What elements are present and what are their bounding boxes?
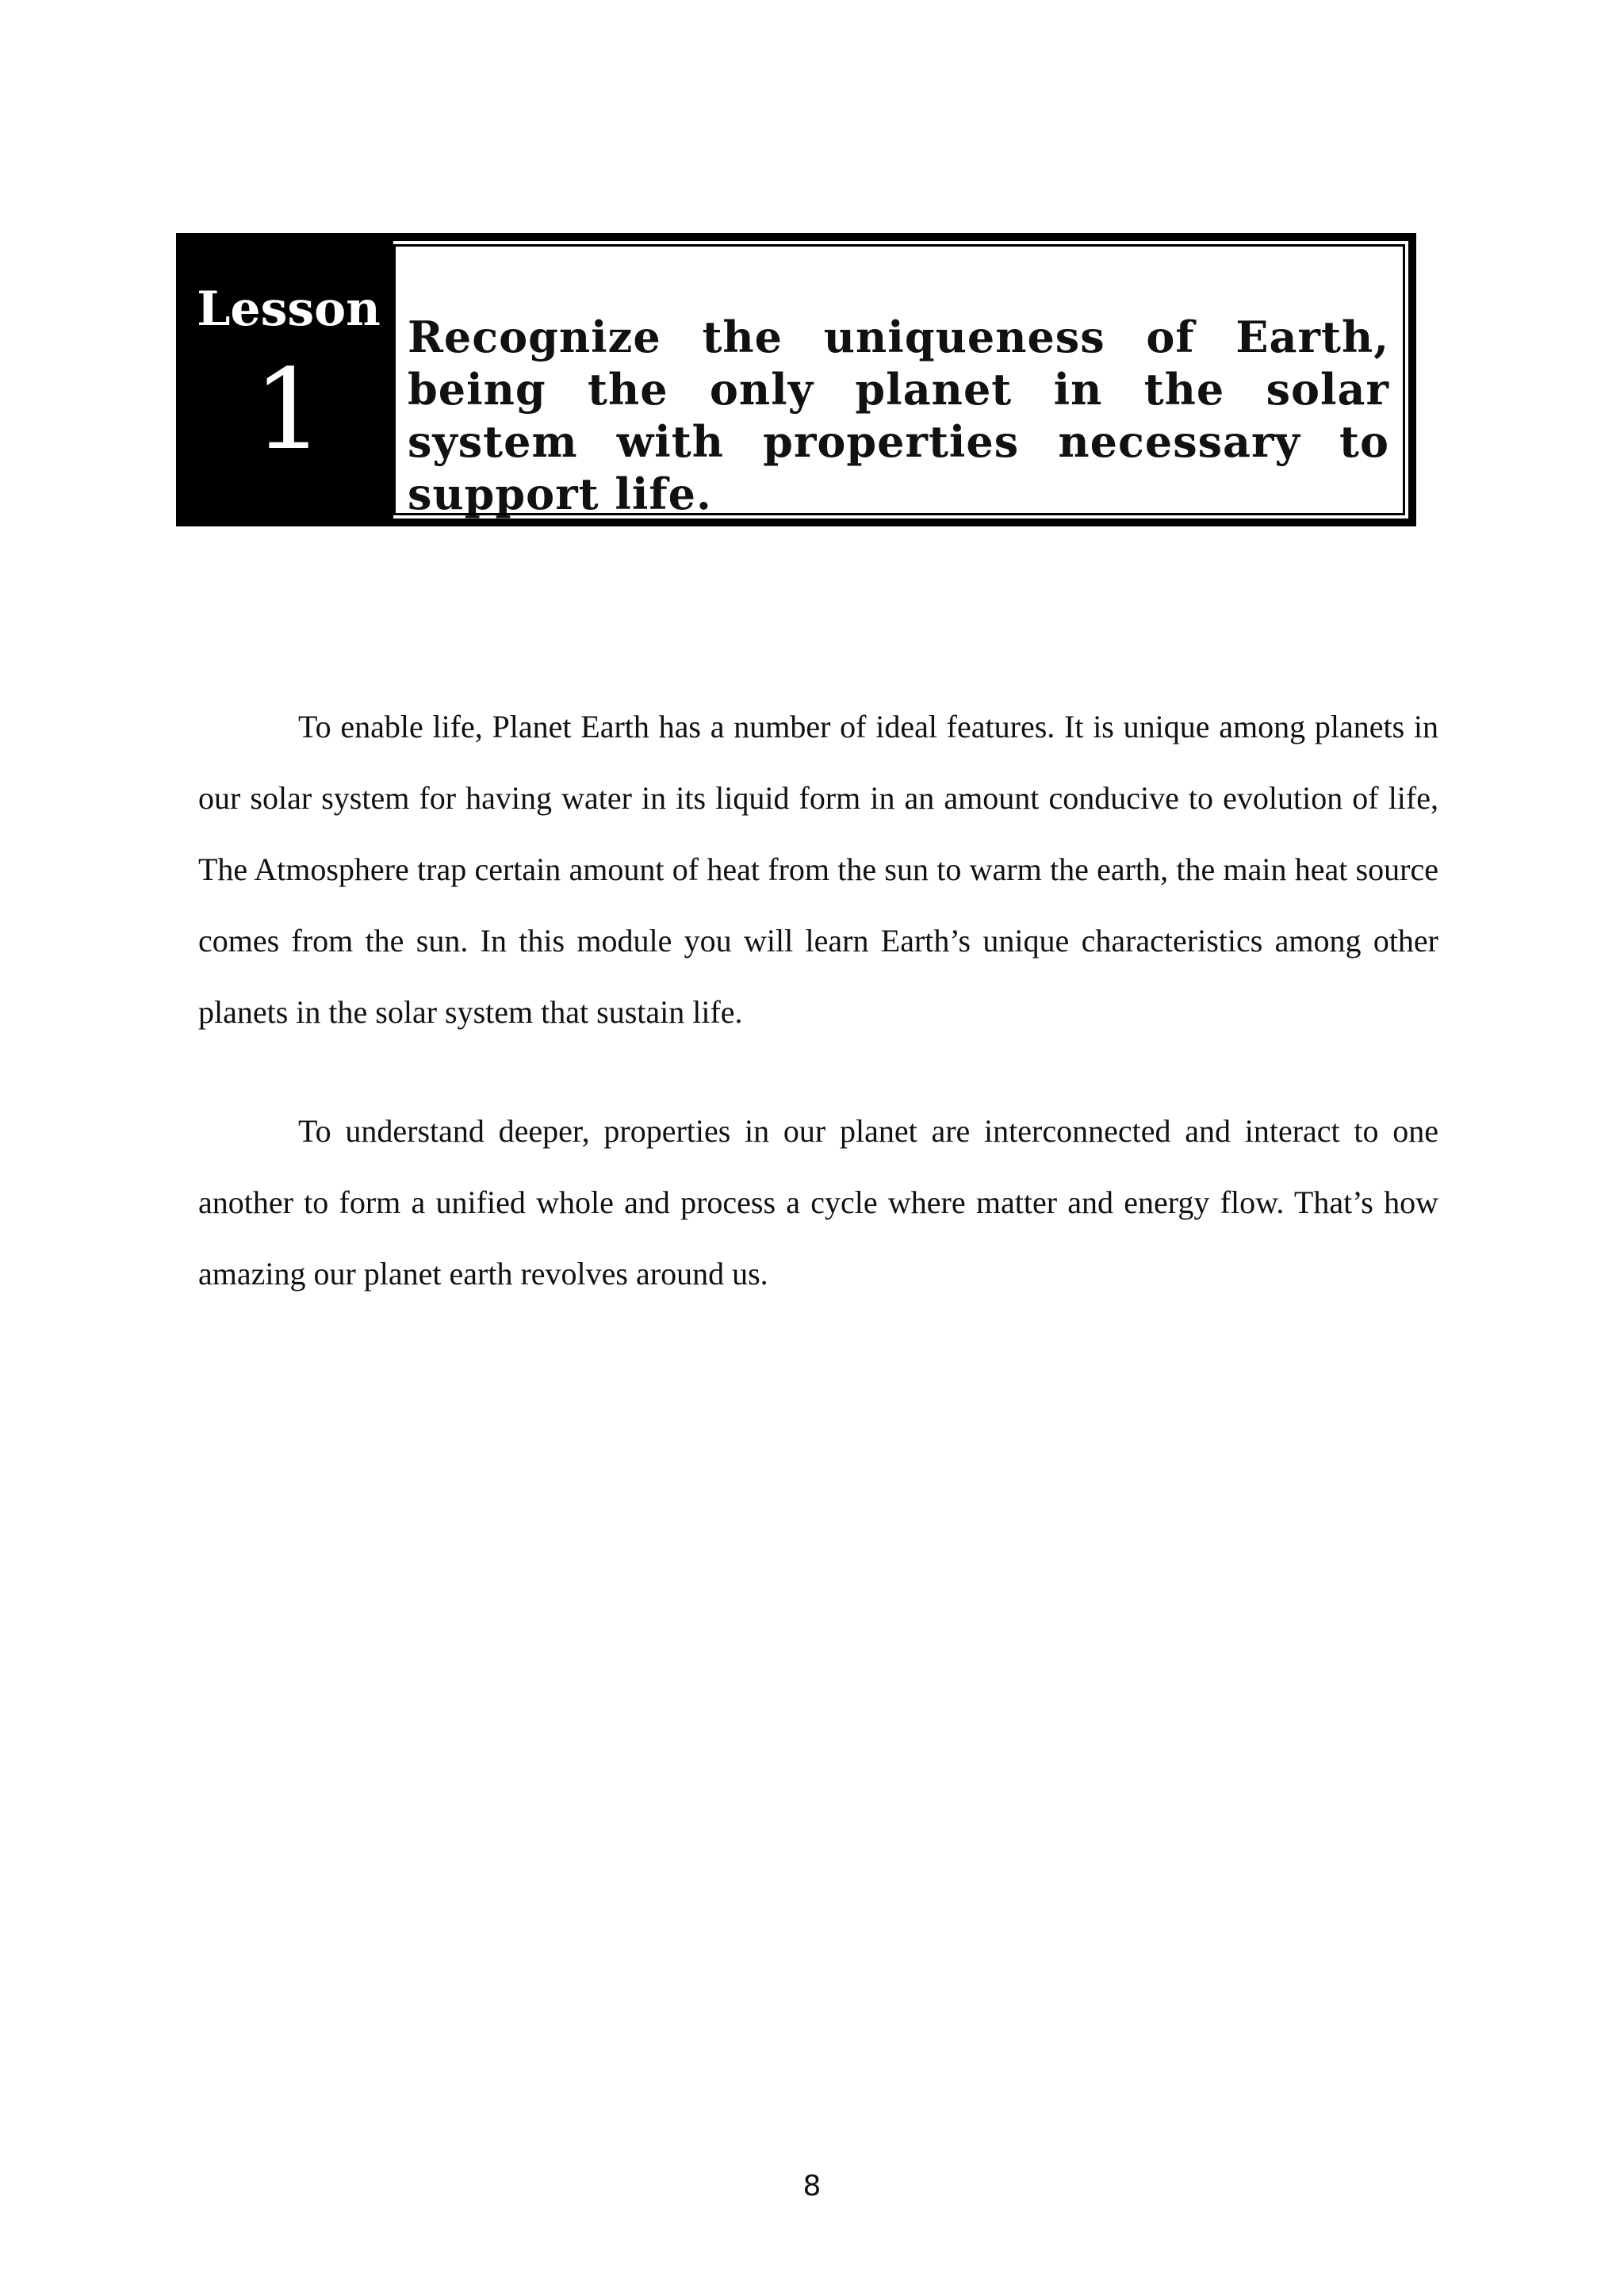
lesson-title: Recognize the uniqueness of Earth, being the only planet in the solar system with properties necessary to support life. [408,312,1389,519]
lesson-number: 1 [253,346,324,475]
lesson-content [198,691,1438,1310]
page-number: 8 [802,2170,822,2202]
lesson-header [176,233,1416,526]
lesson-badge [184,241,393,519]
paragraph-intro: To enable life, Planet Earth has a number of ideal features. It is unique among planets in our solar system for having water in its liquid form in an amount conducive to evolution of life, The Atmosphere trap certain amount of heat from the sun to warm the earth, the main heat source comes from the sun. In this module you will learn Earth’s unique characteristics among other planets in the solar system that sustain life. [198,709,1438,1030]
lesson-title-container [393,241,1408,519]
lesson-label: Lesson [197,281,381,337]
paragraph-deeper: To understand deeper, properties in our planet are interconnected and interact to one another to form a unified whole and process a cycle where matter and energy flow. That’s how amazing our planet earth revolves around us. [198,1113,1438,1292]
